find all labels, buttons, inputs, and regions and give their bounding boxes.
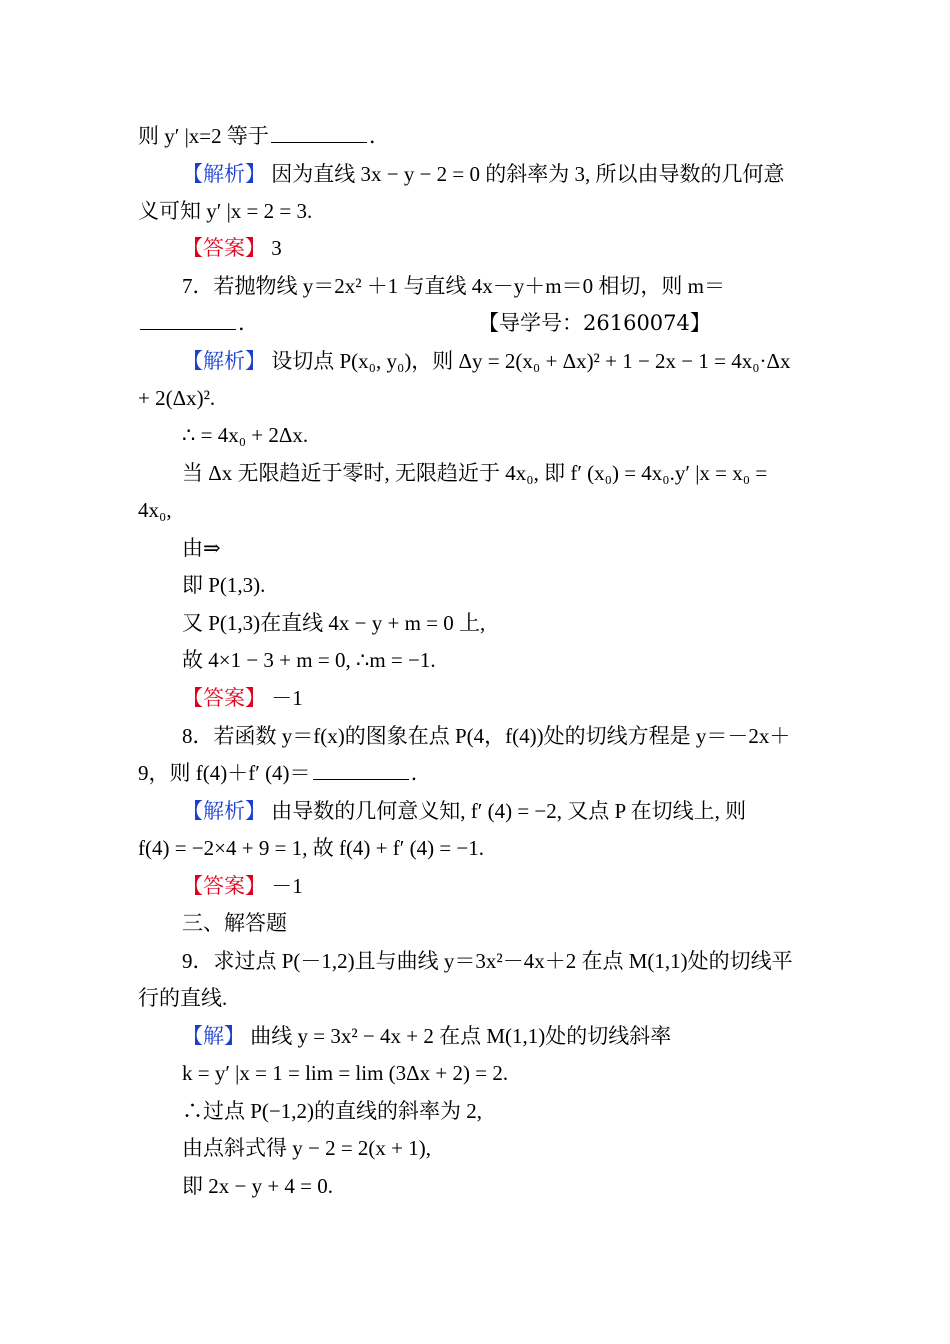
text-line <box>182 1097 482 1125</box>
text-line <box>138 984 227 1012</box>
line-end-punct: . <box>410 761 418 785</box>
text-line <box>138 197 312 225</box>
text-line <box>182 1134 431 1162</box>
text-line <box>182 234 282 262</box>
line-text: 8．若函数 y＝f(x)的图象在点 P(4，f(4))处的切线方程是 y＝－2x＋ <box>182 724 791 748</box>
line-text: －1 <box>266 686 303 710</box>
line-text: 9．求过点 P(－1,2)且与曲线 y＝3x²－4x＋2 在点 M(1,1)处的切线平 <box>182 949 793 973</box>
answer-label: 【答案】 <box>182 236 266 260</box>
line-text: 则 y′ |x=2 等于 <box>138 124 269 148</box>
line-text: －1 <box>266 874 303 898</box>
text-line <box>138 759 417 787</box>
text-line <box>138 834 484 862</box>
answer-label: 【答案】 <box>182 686 266 710</box>
line-text: 当 Δx 无限趋近于零时, 无限趋近于 4x₀, 即 f′ (x₀) = 4x₀.y′ |x = x₀ = <box>182 461 768 485</box>
text-line <box>182 797 746 825</box>
text-line <box>182 272 725 300</box>
text-line <box>182 1172 333 1200</box>
line-text: f(4) = −2×4 + 9 = 1, 故 f(4) + f′ (4) = −1. <box>138 836 485 860</box>
text-line <box>182 609 485 637</box>
fill-in-blank <box>313 759 409 780</box>
line-text: + 2(Δx)². <box>138 386 216 410</box>
line-text: ∴过点 P(−1,2)的直线的斜率为 2, <box>182 1099 483 1123</box>
line-text: 曲线 y = 3x² − 4x + 2 在点 M(1,1)处的切线斜率 <box>245 1024 672 1048</box>
line-text: 行的直线. <box>138 986 228 1010</box>
line-text: 3 <box>266 236 282 260</box>
answer-label: 【答案】 <box>182 874 266 898</box>
text-line <box>182 872 303 900</box>
line-text: 4x₀, <box>138 498 172 522</box>
fill-in-blank <box>271 122 367 143</box>
line-text: 义可知 y′ |x = 2 = 3. <box>138 199 313 223</box>
line-text: 由导数的几何意义知, f′ (4) = −2, 又点 P 在切线上, 则 <box>266 799 747 823</box>
text-line <box>182 947 793 975</box>
text-line <box>138 384 215 412</box>
text-line <box>182 534 221 562</box>
text-line <box>182 571 265 599</box>
text-line <box>182 1022 671 1050</box>
analysis-label: 【解析】 <box>182 349 266 373</box>
analysis-label: 【解析】 <box>182 162 266 186</box>
fill-in-blank <box>140 309 236 330</box>
guide-number: 【导学号：26160074】 <box>478 311 711 335</box>
text-line <box>138 496 172 524</box>
line-text: 因为直线 3x − y − 2 = 0 的斜率为 3, 所以由导数的几何意 <box>266 162 785 186</box>
line-text: 7．若抛物线 y＝2x² ＋1 与直线 4x－y＋m＝0 相切，则 m＝ <box>182 274 725 298</box>
analysis-label: 【解】 <box>182 1024 245 1048</box>
text-line <box>182 421 308 449</box>
text-line <box>182 722 790 750</box>
text-line <box>182 459 767 487</box>
text-line <box>138 122 376 150</box>
line-text: k = y′ |x = 1 = lim = lim (3Δx + 2) = 2. <box>182 1061 509 1085</box>
line-text: ∴ = 4x₀ + 2Δx. <box>182 423 309 447</box>
line-text: 故 4×1 − 3 + m = 0, ∴m = −1. <box>182 648 436 672</box>
line-text: 又 P(1,3)在直线 4x − y + m = 0 上, <box>182 611 486 635</box>
line-end-punct: . <box>368 124 376 148</box>
line-text: 即 P(1,3). <box>182 573 266 597</box>
line-text: 由⇒ <box>182 536 221 560</box>
text-line <box>182 347 791 375</box>
line-end-punct: . <box>238 311 245 335</box>
line-text: 三、解答题 <box>182 911 287 935</box>
text-line <box>182 160 785 188</box>
text-line <box>182 646 436 674</box>
analysis-label: 【解析】 <box>182 799 266 823</box>
line-text: 即 2x − y + 4 = 0. <box>182 1174 334 1198</box>
text-line <box>182 909 287 937</box>
line-text: 由点斜式得 y − 2 = 2(x + 1), <box>182 1136 432 1160</box>
line-text: 设切点 P(x₀, y₀)，则 Δy = 2(x₀ + Δx)² + 1 − 2x − 1 = 4x₀·Δx <box>266 349 791 373</box>
line-text: 9，则 f(4)＋f′ (4)＝ <box>138 761 311 785</box>
text-line <box>182 1059 508 1087</box>
text-line <box>182 684 303 712</box>
text-line <box>138 309 245 337</box>
